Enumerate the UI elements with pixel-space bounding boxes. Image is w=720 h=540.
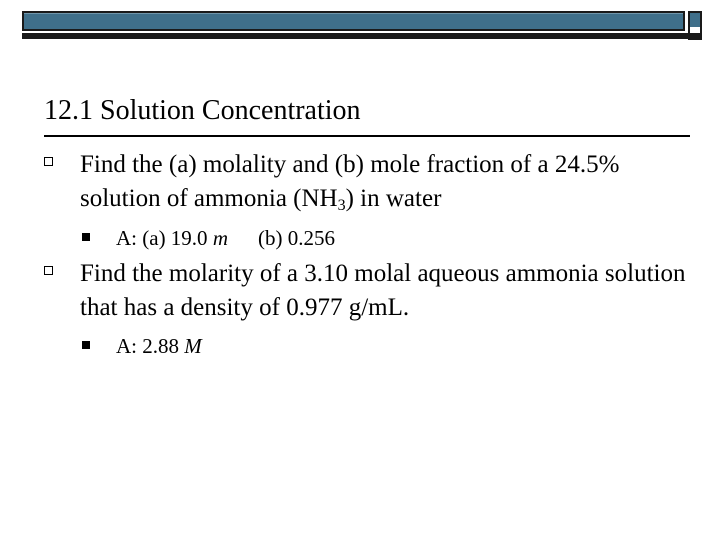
header-bar [22, 11, 685, 31]
answer-1-part-b: (b) 0.256 [257, 226, 335, 250]
header-underline [22, 33, 702, 39]
answer-1-prefix: A: (a) 19.0 [116, 226, 213, 250]
bullet-1-text [80, 148, 700, 216]
filled-square-bullet-icon [82, 341, 90, 349]
hollow-square-bullet-icon [44, 157, 53, 166]
hollow-square-bullet-icon [44, 266, 53, 275]
bullet-2-answer-text [116, 334, 202, 358]
answer-2-prefix: A: 2.88 [116, 334, 185, 358]
bullet-1-text-end: ) in water [345, 185, 442, 212]
slide-title: 12.1 Solution Concentration [44, 95, 361, 126]
answer-1-unit: m [212, 226, 228, 250]
header-bar-highlight [24, 13, 683, 29]
bullet-1-answer-text [116, 226, 335, 250]
bullet-2-text: Find the molarity of a 3.10 molal aqueous ammonia solution that has a density of 0.977 g/mL. [80, 260, 686, 321]
title-rule [44, 135, 690, 137]
bullet-1-subscript: 3 [337, 197, 346, 214]
filled-square-bullet-icon [82, 233, 90, 241]
header-corner-fill [690, 13, 700, 27]
bullet-1-text-main: Find the (a) molality and (b) mole fraction of a 24.5% solution of ammonia (NH [80, 151, 620, 212]
answer-2-unit: M [184, 334, 202, 358]
